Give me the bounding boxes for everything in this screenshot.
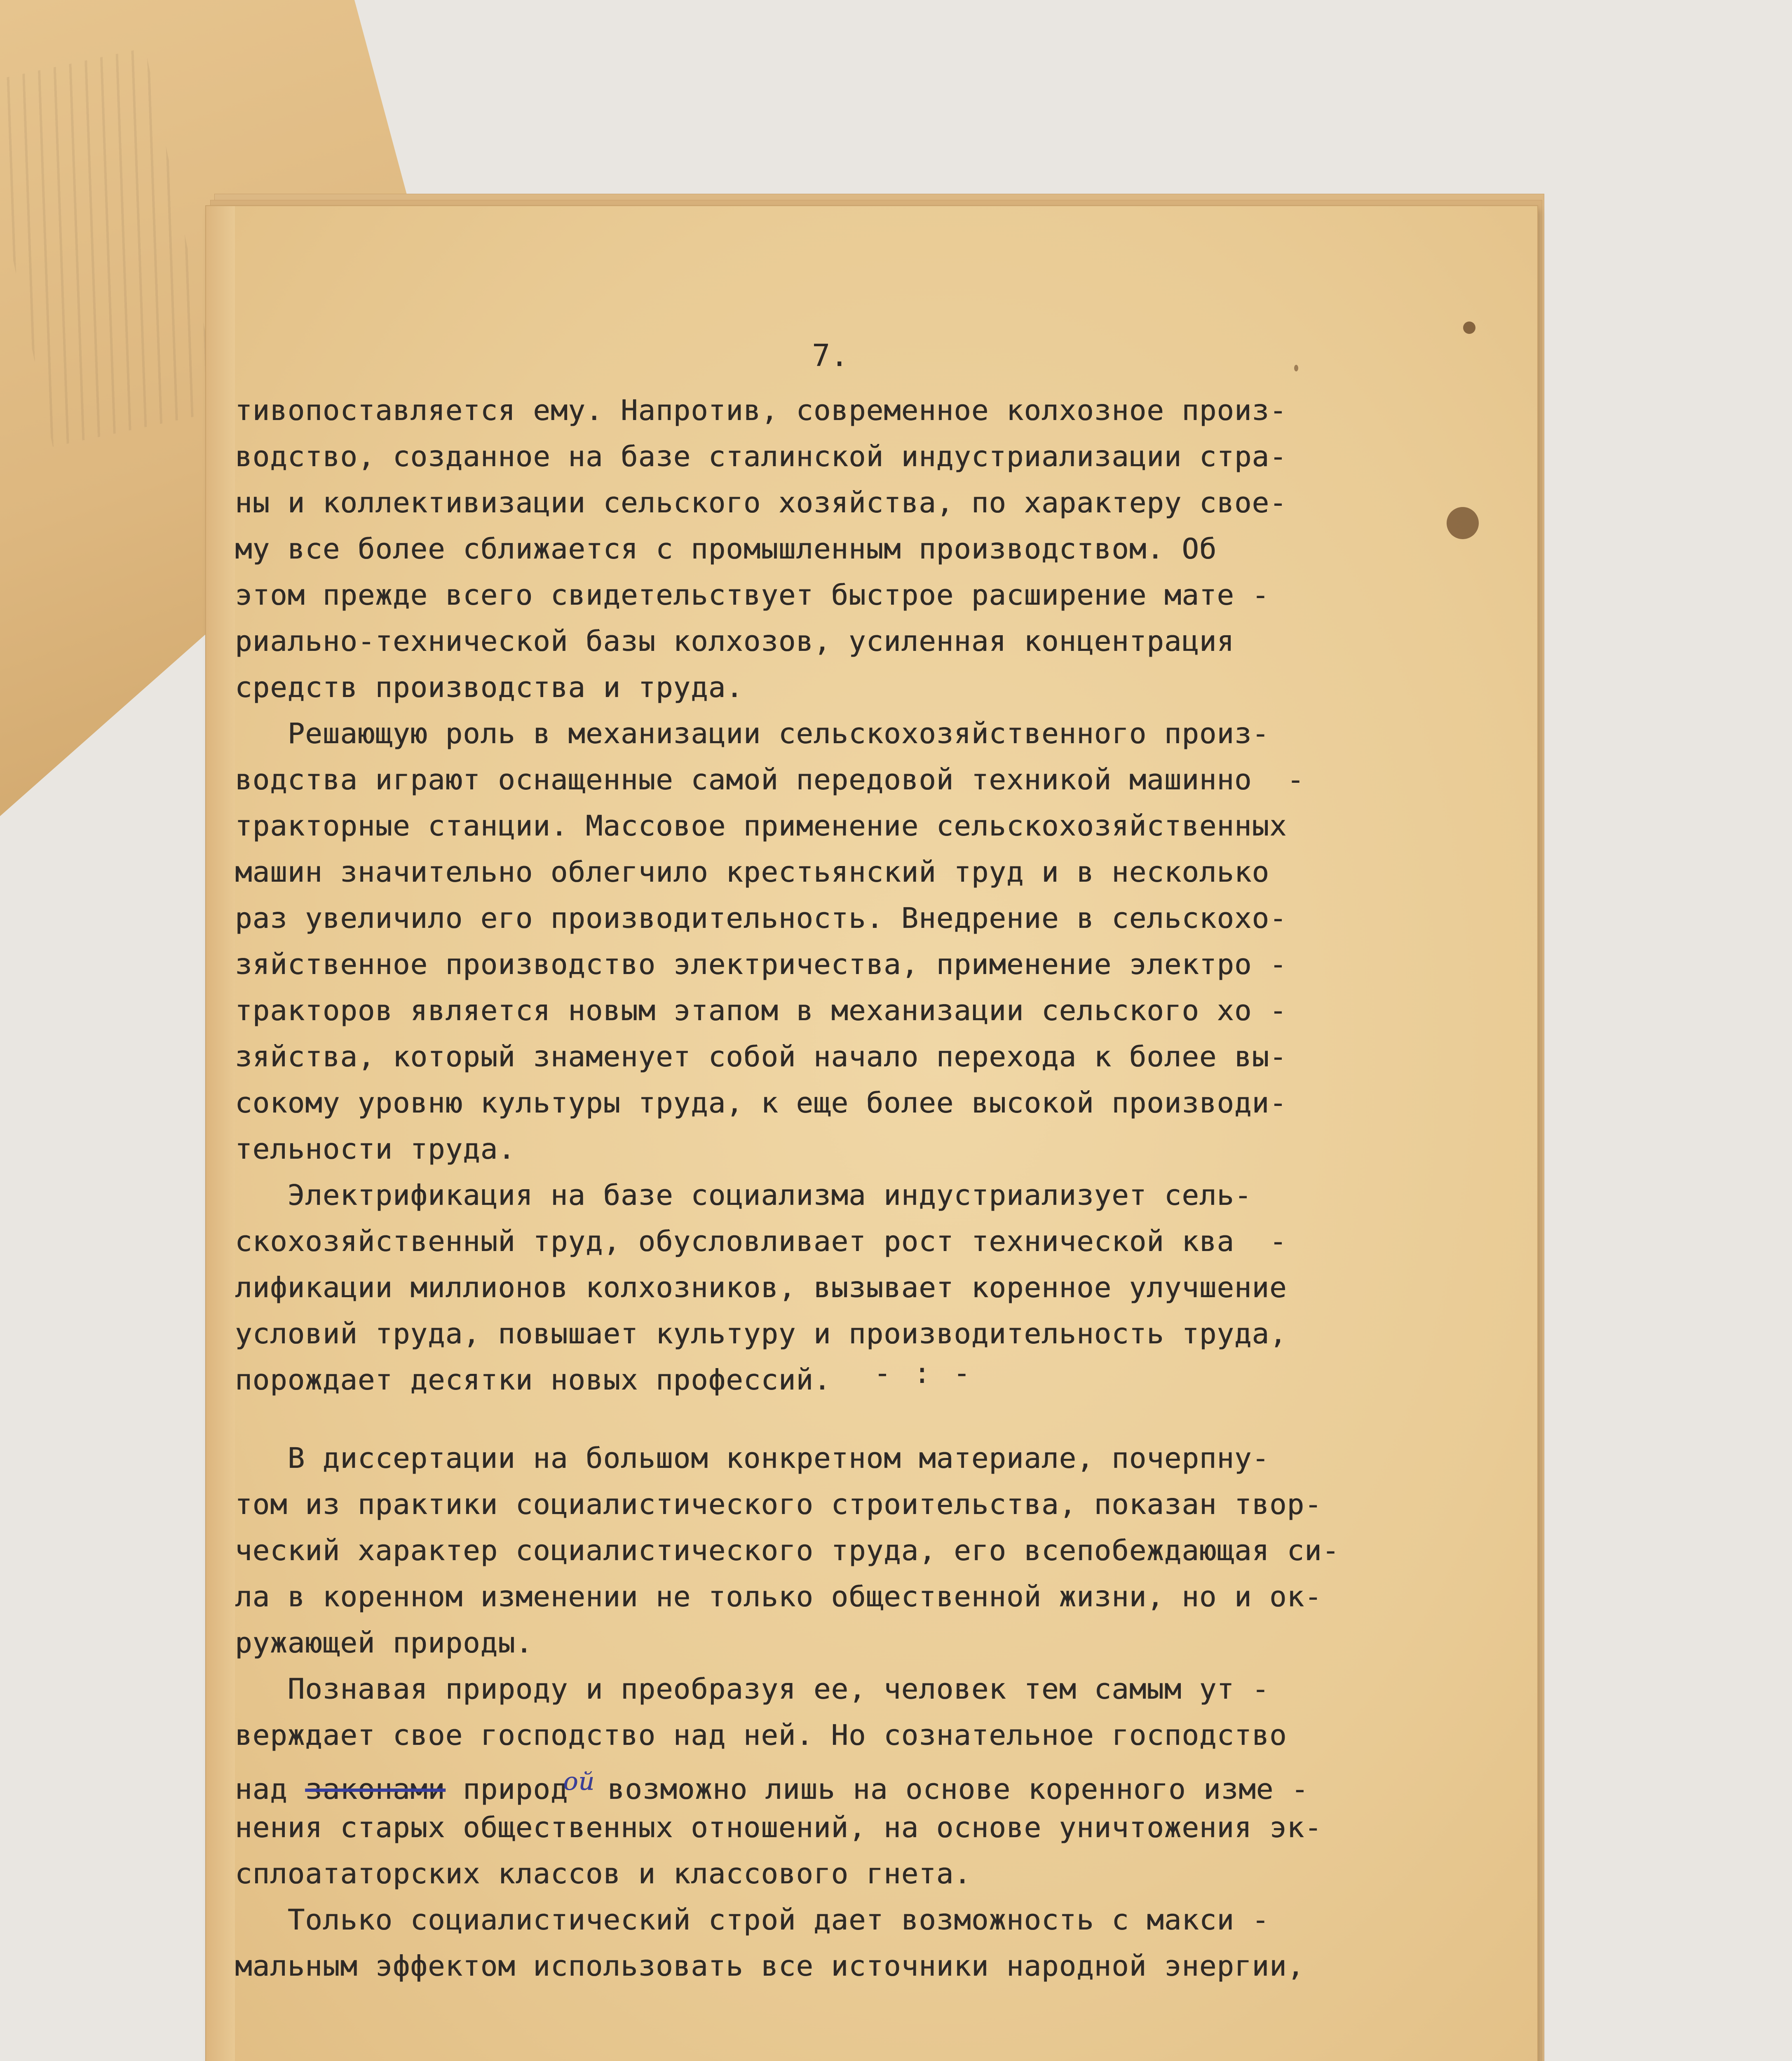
text-line: тракторные станции. Массовое применение сельскохозяйственных (235, 810, 1287, 843)
text-line: условий труда, повышает культуру и производительность труда, (235, 1317, 1287, 1350)
text-line: водства играют оснащенные самой передовой техникой машинно - (235, 763, 1305, 796)
text-line: риально-технической базы колхозов, усиленная концентрация (235, 625, 1234, 658)
text-line: сплоататорских классов и классового гнета. (235, 1857, 971, 1890)
text-line: Только социалистический строй дает возможность с макси - (235, 1904, 1269, 1937)
handwritten-correction: ой (563, 1767, 595, 1796)
struck-word: законами (305, 1773, 446, 1806)
typed-text-block (235, 387, 1492, 1403)
text-line: ны и коллективизации сельского хозяйства, по характеру свое- (235, 486, 1287, 519)
text-line: мальным эффектом использовать все источники народной энергии, (235, 1950, 1305, 1983)
text-line: зяйственное производство электричества, применение электро - (235, 948, 1287, 981)
text-line: зяйства, который знаменует собой начало перехода к более вы- (235, 1040, 1287, 1073)
text-line: ла в коренном изменении не только общественной жизни, но и ок- (235, 1580, 1322, 1613)
text-line: порождает десятки новых профессий. (235, 1364, 831, 1397)
text-line: Электрификация на базе социализма индустриализует сель- (235, 1179, 1252, 1212)
text-line: средств производства и труда. (235, 671, 744, 704)
text-line: этом прежде всего свидетельствует быстрое расширение мате - (235, 579, 1269, 612)
text-line: нения старых общественных отношений, на основе уничтожения эк- (235, 1811, 1322, 1844)
text-line: Решающую роль в механизации сельскохозяйственного произ- (235, 717, 1269, 750)
text-line: том из практики социалистического строительства, показан твор- (235, 1488, 1322, 1521)
text-line: тракторов является новым этапом в механизации сельского хо - (235, 994, 1287, 1027)
text-line: лификации миллионов колхозников, вызывает коренное улучшение (235, 1271, 1287, 1304)
text-line: В диссертации на большом конкретном материале, почерпну- (235, 1442, 1269, 1475)
text-line: раз увеличило его производительность. Внедрение в сельскохо- (235, 902, 1287, 935)
text-line: машин значительно облегчило крестьянский труд и в несколько (235, 856, 1269, 889)
text-line: скохозяйственный труд, обусловливает рост технической ква - (235, 1225, 1287, 1258)
stain-spot (1463, 322, 1475, 334)
page-number: 7. (812, 338, 849, 373)
page-binding-edge (206, 206, 235, 2061)
text-line: сокому уровню культуры труда, к еще более высокой производи- (235, 1087, 1287, 1120)
typed-text-block (235, 1435, 1492, 1989)
text-line: верждает свое господство над ней. Но сознательное господство (235, 1719, 1287, 1752)
text-line: ружающей природы. (235, 1627, 533, 1660)
text-line: тельности труда. (235, 1133, 516, 1166)
text-line: му все более сближается с промышленным производством. Об (235, 533, 1217, 566)
edited-line: над законами природой возможно лишь на основе коренного изме - (235, 1767, 1309, 1806)
text-line: ческий характер социалистического труда, его всепобеждающая си- (235, 1534, 1340, 1567)
stain-spot (1294, 365, 1298, 371)
text-line: тивопоставляется ему. Напротив, современное колхозное произ- (235, 394, 1287, 427)
section-separator: - : - (874, 1356, 973, 1390)
text-line: Познавая природу и преобразуя ее, человек тем самым ут - (235, 1673, 1269, 1706)
text-line: водство, созданное на базе сталинской индустриализации стра- (235, 440, 1287, 473)
